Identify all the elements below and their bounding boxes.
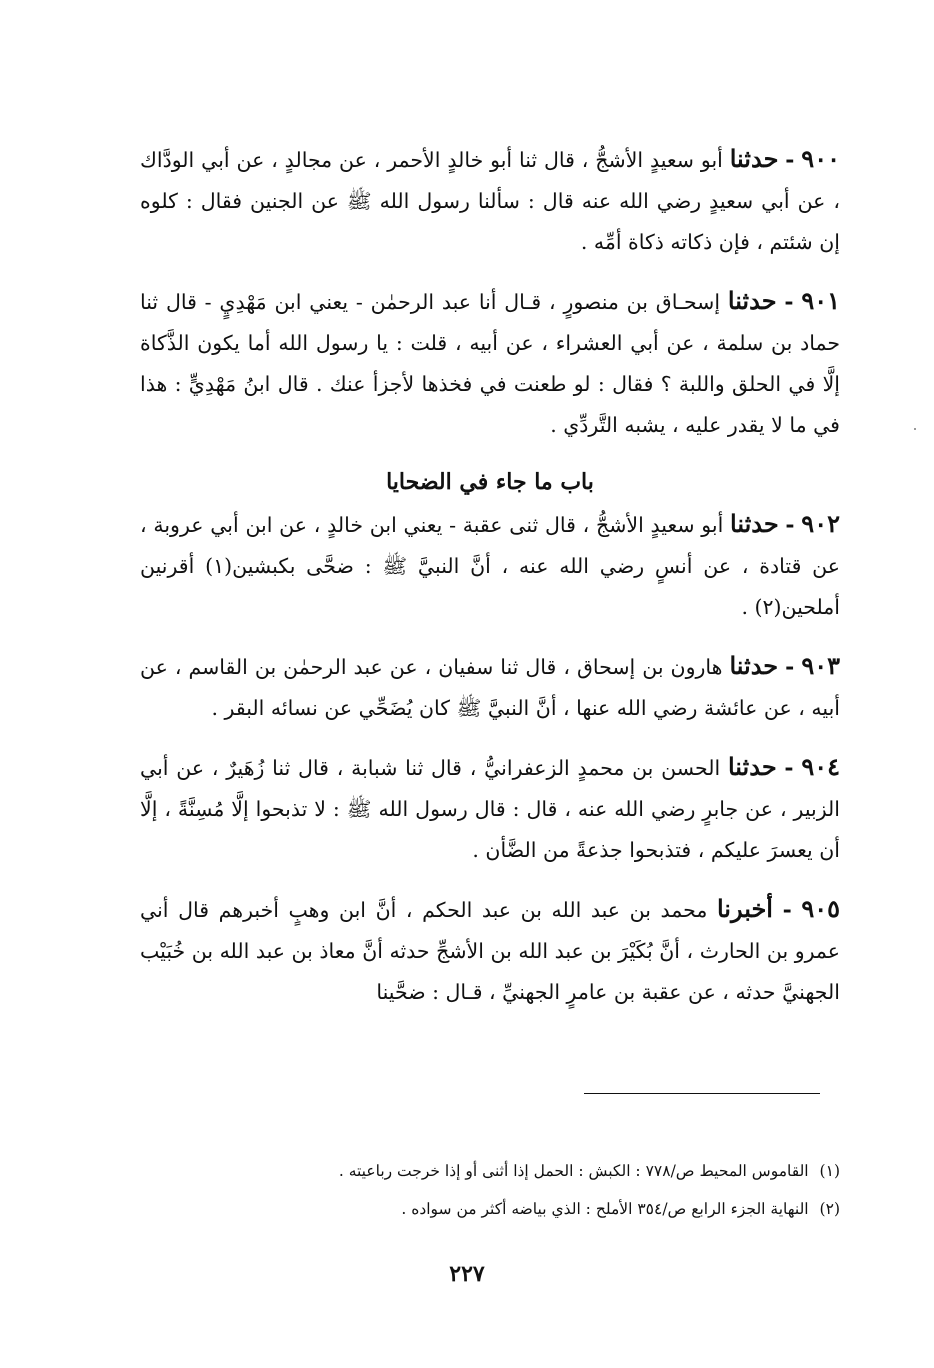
hadith-900 [140,138,840,263]
dash-separator: - [785,654,795,680]
dash-separator: - [785,512,795,538]
dash-separator: - [785,147,795,173]
footnote-divider [584,1093,820,1094]
hadith-keyword: حدثنا [727,286,777,315]
hadith-text: أبو سعيدٍ الأشجُّ ، قال ثنى عقبة - يعني ابن خالدٍ ، عن ابن أبي عروبة ، عن قتادة ، عن أنسٍ رضي الله عنه ، أنَّ النبيَّ ﷺ : ضحَّى بكبشين(١) أقرنين أملحين(٢) . [140,513,840,619]
hadith-keyword: حدثنا [727,752,777,781]
hadith-keyword: حدثنا [729,651,779,680]
hadith-904 [140,746,840,871]
hadith-number: ٩٠٠ [801,144,840,173]
hadith-number: ٩٠١ [801,286,840,315]
footnote-2 [200,1190,840,1228]
footnote-1 [200,1152,840,1190]
footnotes [200,1152,840,1228]
footnote-text: النهاية الجزء الرابع ص/٣٥٤ الأملح : الذي بياضه أكثر من سواده . [401,1200,809,1218]
hadith-number: ٩٠٢ [801,509,840,538]
hadith-903 [140,645,840,729]
hadith-number: ٩٠٤ [801,752,840,781]
hadith-keyword: حدثنا [730,509,779,538]
dash-separator: - [782,897,792,923]
hadith-905 [140,888,840,1013]
hadith-901 [140,280,840,446]
margin-speck [914,428,916,430]
footnote-marker: (١) [819,1162,840,1180]
hadith-text: إسحـاق بن منصورٍ ، قـال أنا عبد الرحمٰن - يعني ابن مَهْدِيٍ - قال ثنا حماد بن سلمة ، عن أبي العشراء ، عن أبيه ، قلت : يا رسول الله أما يكون الذَّكاة إلَّا في الحلق واللبة ؟ فقال : لو طعنت في فخذها لأجزأ عنك . قال ابنُ مَهْدِيٍّ : هذا في ما لا يقدر عليه ، يشبه التَّردِّي . [140,290,840,437]
hadith-text: محمد بن عبد الله بن عبد الحكم ، أنَّ ابن وهبٍ أخبرهم قال أني عمرو بن الحارث ، أنَّ بُكَيْرَ بن عبد الله بن الأشجِّ حدثه أنَّ معاذ بن عبد الله بن خُبَيْب الجهنيَّ حدثه ، عن عقبة بن عامرٍ الجهنيِّ ، قـال : ضحَّينا [140,898,840,1004]
footnote-marker: (٢) [819,1200,840,1218]
footnote-text: القاموس المحيط ص/٧٧٨ : الكبش : الحمل إذا أثنى أو إذا خرجت رباعيته . [338,1162,809,1180]
dash-separator: - [784,755,794,781]
hadith-text: هارون بن إسحاق ، قال ثنا سفيان ، عن عبد الرحمٰن بن القاسم ، عن أبيه ، عن عائشة رضي الله عنها ، أنَّ النبيَّ ﷺ كان يُضَحِّي عن نسائه البقر . [140,655,840,720]
page-body [140,138,840,1030]
dash-separator: - [784,289,794,315]
section-heading: باب ما جاء في الضحايا [386,469,594,495]
hadith-number: ٩٠٥ [801,894,840,923]
hadith-keyword: حدثنا [729,144,779,173]
hadith-number: ٩٠٣ [801,651,840,680]
page-number: ٢٢٧ [449,1261,485,1287]
hadith-text: الحسن بن محمدٍ الزعفرانيُّ ، قال ثنا شبابة ، قال ثنا زُهَيرٌ ، عن أبي الزبير ، عن جابرٍ رضي الله عنه ، قال : قال رسول الله ﷺ : لا تذبحوا إلَّا مُسِنَّةً ، إلَّا أن يعسرَ عليكم ، فتذبحوا جذعةً من الضَّأن . [140,756,840,862]
hadith-text: أبو سعيدٍ الأشجُّ ، قال ثنا أبو خالدٍ الأحمر ، عن مجالدٍ ، عن أبي الودَّاك ، عن أبي سعيدٍ رضي الله عنه قال : سألنا رسول الله ﷺ عن الجنين فقال : كلوه إن شئتم ، فإن ذكاته ذكاة أمِّه . [140,148,840,254]
hadith-902 [140,503,840,628]
hadith-keyword: أخبرنا [716,894,773,923]
